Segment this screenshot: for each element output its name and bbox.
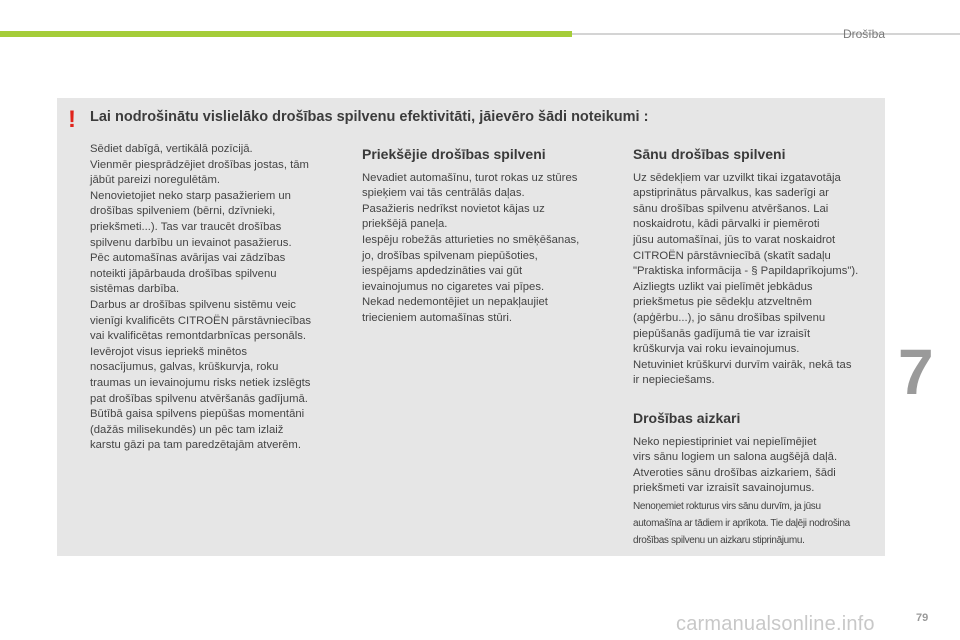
text-line: vai kvalificētas remontdarbnīcas personāls. [90, 330, 306, 343]
text-line: Darbus ar drošības spilvenu sistēmu veic [90, 298, 296, 311]
text-line: ievainojumus no cigaretes vai pīpes. [362, 280, 545, 293]
general-rules-column [90, 142, 345, 454]
text-line: sistēmas darbība. [90, 283, 180, 296]
text-line: priekšmetus pie sēdekļu atzveltnēm [633, 296, 812, 309]
section-label: Drošība [842, 27, 885, 41]
text-line: Netuviniet krūškurvi durvīm vairāk, nekā tas [633, 358, 852, 371]
text-line: spieķiem vai tās centrālās daļas. [362, 187, 525, 200]
curtain-airbags-note [633, 498, 883, 549]
text-line: Būtībā gaisa spilvens piepūšas momentāni [90, 408, 305, 421]
text-line: Atveroties sānu drošības aizkariem, šādi [633, 466, 836, 479]
text-line: Iespēju robežās atturieties no smēķēšanas, [362, 233, 580, 246]
text-line: Ievērojot visus iepriekš minētos [90, 345, 247, 358]
text-line: vienīgi kvalificēts CITROËN pārstāvniecības [90, 314, 311, 327]
text-line: priekšmeti var izraisīt savainojumus. [633, 482, 815, 495]
side-airbags-column [633, 147, 883, 549]
front-airbags-column [362, 147, 617, 327]
watermark: carmanualsonline.info [676, 613, 875, 635]
text-line: Nekad nedemontējiet un nepakļaujiet [362, 296, 548, 309]
text-line: ir nepieciešams. [633, 374, 715, 387]
side-airbags-title: Sānu drošības spilveni [633, 146, 786, 162]
front-airbags-text [362, 171, 617, 327]
text-line: Nenovietojiet neko starp pasažieriem un [90, 189, 291, 202]
text-line: traumas un ievainojumu risks netiek izslēgts [90, 376, 311, 389]
text-line: noteikti jāpārbauda drošības spilvenu [90, 267, 277, 280]
text-line: krūškurvja vai roku ievainojumus. [633, 343, 800, 356]
text-line: Pasažieris nedrīkst novietot kājas uz [362, 202, 545, 215]
text-line: iespējams apdedzināties vai gūt [362, 265, 523, 278]
header-divider [572, 33, 960, 35]
side-airbags-text [633, 171, 883, 389]
text-line: priekšējā paneļa. [362, 218, 448, 231]
text-line: Neko nepiestipriniet vai nepielīmējiet [633, 435, 817, 448]
text-line: (apģērbu...), jo sānu drošības spilvenu [633, 311, 826, 324]
text-line: Pēc automašīnas avārijas vai zādzības [90, 252, 286, 265]
page-number: 79 [916, 612, 929, 624]
text-line: virs sānu logiem un salona augšējā daļā. [633, 451, 838, 464]
text-line: jūsu automašīnai, jūs to varat noskaidrot [633, 233, 836, 246]
text-line: pat drošības spilvenu atvēršanās gadījumā. [90, 392, 308, 405]
curtain-airbags-title: Drošības aizkari [633, 409, 741, 426]
warning-icon: ! [68, 106, 76, 133]
text-line: (dažās milisekundēs) un pēc tam izlaiž [90, 423, 284, 436]
text-line: "Praktiska informācija - § Papildaprīkojums"). [633, 265, 859, 278]
text-line: nosacījumus, galvas, krūškurvja, roku [90, 361, 279, 374]
text-line: sānu drošības spilvenu atvēršanos. Lai [633, 202, 829, 215]
text-line: noskaidrotu, kādi pārvalki ir piemēroti [633, 218, 820, 231]
text-line: drošības spilvenu un aizkaru stiprinājumu. [633, 534, 805, 546]
text-line: Uz sēdekļiem var uzvilkt tikai izgatavotāja [633, 171, 841, 184]
text-line: CITROËN pārstāvniecībā (skatīt sadaļu [633, 249, 831, 262]
text-line: priekšmeti...). Tas var traucēt drošības [90, 220, 282, 233]
front-airbags-title: Priekšējie drošības spilveni [362, 146, 546, 162]
text-line: Aizliegts uzlikt vai pielīmēt jebkādus [633, 280, 813, 293]
text-line: piepūšanās gadījumā tie var izraisīt [633, 327, 811, 340]
warning-headline: Lai nodrošinātu vislielāko drošības spilvenu efektivitāti, jāievēro šādi noteikumi : [90, 109, 649, 125]
text-line: karstu gāzi pa tam paredzētajām atverēm. [90, 439, 301, 452]
text-line: Nevadiet automašīnu, turot rokas uz stūres [362, 171, 578, 184]
text-line: Nenoņemiet rokturus virs sānu durvīm, ja jūsu [633, 500, 821, 512]
text-line: triecieniem automašīnas stūri. [362, 311, 513, 324]
header-accent-bar [0, 31, 572, 37]
text-line: automašīna ar tādiem ir aprīkota. Tie daļēji nodrošina [633, 517, 850, 529]
text-line: jābūt pareizi noregulētām. [90, 174, 220, 187]
text-line: jo, drošības spilvenam piepūšoties, [362, 249, 538, 262]
text-line: drošības spilveniem (bērni, dzīvnieki, [90, 205, 276, 218]
chapter-number: 7 [898, 336, 934, 408]
text-line: apstiprinātus pārvalkus, kas saderīgi ar [633, 187, 829, 200]
curtain-airbags-text [633, 435, 883, 497]
text-line: Vienmēr piesprādzējiet drošības jostas, tām [90, 158, 309, 171]
text-line: Sēdiet dabīgā, vertikālā pozīcijā. [90, 143, 253, 155]
text-line: spilvenu darbību un ievainot pasažierus. [90, 236, 292, 249]
